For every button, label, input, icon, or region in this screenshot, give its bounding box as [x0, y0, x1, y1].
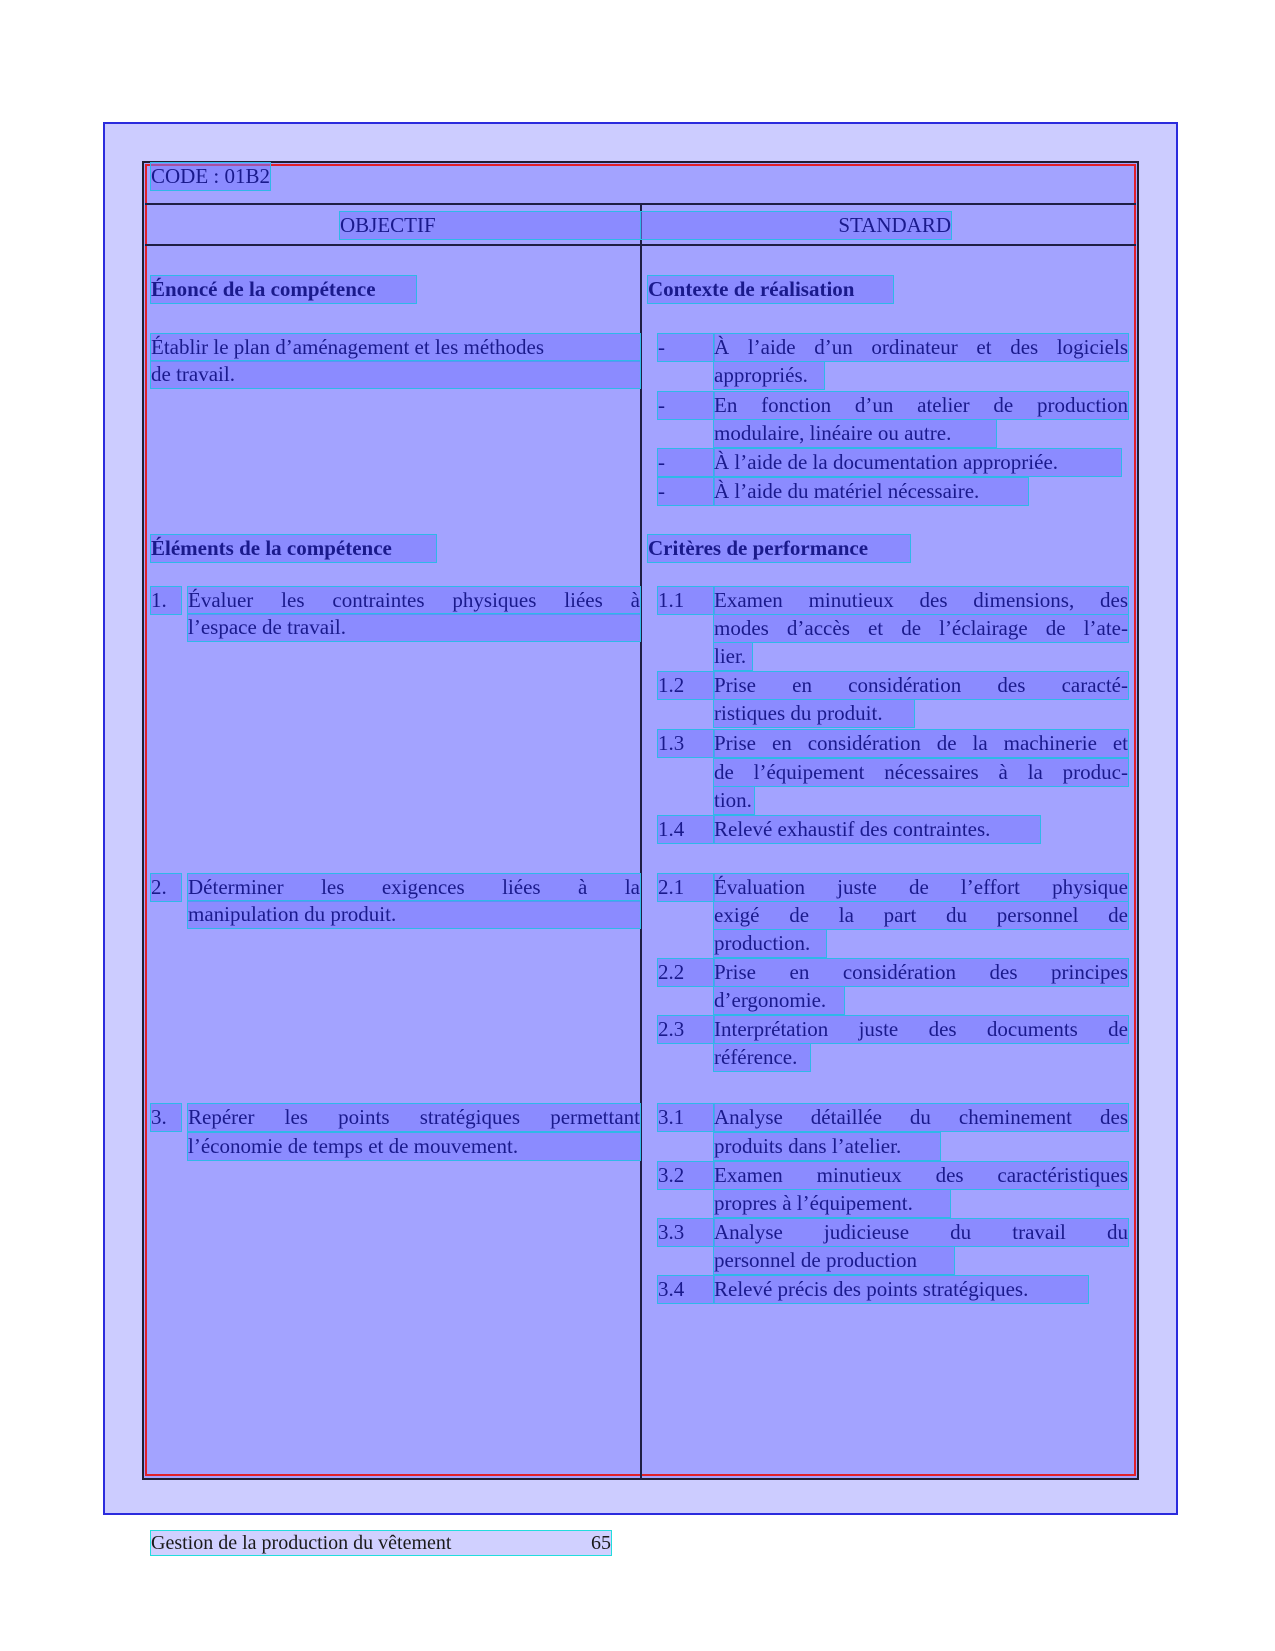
critere-line: Évaluation juste de l’effort physique — [714, 875, 1128, 899]
critere-line: Prise en considération des principes — [714, 960, 1128, 984]
critere-number: 3.3 — [658, 1219, 714, 1246]
critere-line: d’ergonomie. — [714, 987, 844, 1014]
element-line-2: l’économie de temps et de mouvement. — [188, 1133, 640, 1160]
critere-number: 1.2 — [658, 672, 714, 699]
critere-number: 3.2 — [658, 1162, 714, 1189]
critere-line: Prise en considération des caracté- — [714, 673, 1128, 697]
element-line-1: Évaluer les contraintes physiques liées à — [188, 588, 640, 612]
critere-line: Prise en considération de la machinerie et — [714, 731, 1128, 755]
critere-line: produits dans l’atelier. — [714, 1133, 940, 1160]
element-line-2: l’espace de travail. — [188, 614, 640, 641]
page-footer — [151, 1531, 611, 1555]
critere-line: référence. — [714, 1044, 810, 1071]
critere-line: Interprétation juste des documents de — [714, 1017, 1128, 1041]
header-standard: STANDARD — [641, 212, 951, 239]
enonce-line-1: Établir le plan d’aménagement et les méthodes — [151, 334, 640, 361]
critere-line: personnel de production — [714, 1247, 954, 1274]
enonce-title: Énoncé de la compétence — [151, 276, 416, 303]
contexte-bullet: - — [658, 334, 714, 361]
column-divider — [640, 203, 642, 1480]
critere-line: propres à l’équipement. — [714, 1190, 950, 1217]
contexte-line-2: modulaire, linéaire ou autre. — [714, 420, 996, 447]
element-line-1: Déterminer les exigences liées à la — [188, 875, 640, 899]
contexte-line-1: À l’aide de la documentation appropriée. — [714, 449, 1121, 476]
element-number: 2. — [151, 874, 181, 901]
critere-line: de l’équipement nécessaires à la produc- — [714, 760, 1128, 784]
critere-number: 2.1 — [658, 874, 714, 901]
enonce-line-2: de travail. — [151, 361, 640, 388]
footer-title: Gestion de la production du vêtement — [151, 1532, 452, 1554]
critere-line: Examen minutieux des dimensions, des — [714, 588, 1128, 612]
code-label: CODE : 01B2 — [151, 164, 271, 188]
critere-line: Relevé exhaustif des contraintes. — [714, 816, 1040, 843]
critere-number: 1.1 — [658, 587, 714, 614]
contexte-line-1: À l’aide d’un ordinateur et des logiciels — [714, 335, 1128, 359]
critere-number: 1.4 — [658, 816, 714, 843]
critere-number: 3.1 — [658, 1104, 714, 1131]
critere-line: tion. — [714, 787, 754, 814]
critere-line: ristiques du produit. — [714, 700, 914, 727]
contexte-bullet: - — [658, 478, 714, 505]
critere-line: Examen minutieux des caractéristiques — [714, 1163, 1128, 1187]
critere-line: exigé de la part du personnel de — [714, 903, 1128, 927]
contexte-title: Contexte de réalisation — [648, 276, 893, 303]
contexte-line-1: À l’aide du matériel nécessaire. — [714, 478, 1028, 505]
contexte-bullet: - — [658, 449, 714, 476]
critere-line: Relevé précis des points stratégiques. — [714, 1276, 1088, 1303]
element-line-1: Repérer les points stratégiques permettant — [188, 1105, 640, 1129]
critere-line: modes d’accès et de l’éclairage de l’ate- — [714, 616, 1128, 640]
element-line-2: manipulation du produit. — [188, 901, 640, 928]
criteres-title: Critères de performance — [648, 535, 910, 562]
element-number: 3. — [151, 1104, 181, 1131]
critere-line: production. — [714, 930, 826, 957]
contexte-line-1: En fonction d’un atelier de production — [714, 393, 1128, 417]
critere-line: lier. — [714, 643, 752, 670]
element-number: 1. — [151, 587, 181, 614]
page-number: 65 — [591, 1532, 611, 1554]
contexte-line-2: appropriés. — [714, 362, 824, 389]
critere-number: 3.4 — [658, 1276, 714, 1303]
critere-line: Analyse judicieuse du travail du — [714, 1220, 1128, 1244]
elements-title: Éléments de la compétence — [151, 535, 436, 562]
critere-number: 2.3 — [658, 1016, 714, 1043]
contexte-bullet: - — [658, 392, 714, 419]
header-objectif: OBJECTIF — [340, 212, 640, 239]
critere-line: Analyse détaillée du cheminement des — [714, 1105, 1128, 1129]
critere-number: 2.2 — [658, 959, 714, 986]
critere-number: 1.3 — [658, 730, 714, 757]
